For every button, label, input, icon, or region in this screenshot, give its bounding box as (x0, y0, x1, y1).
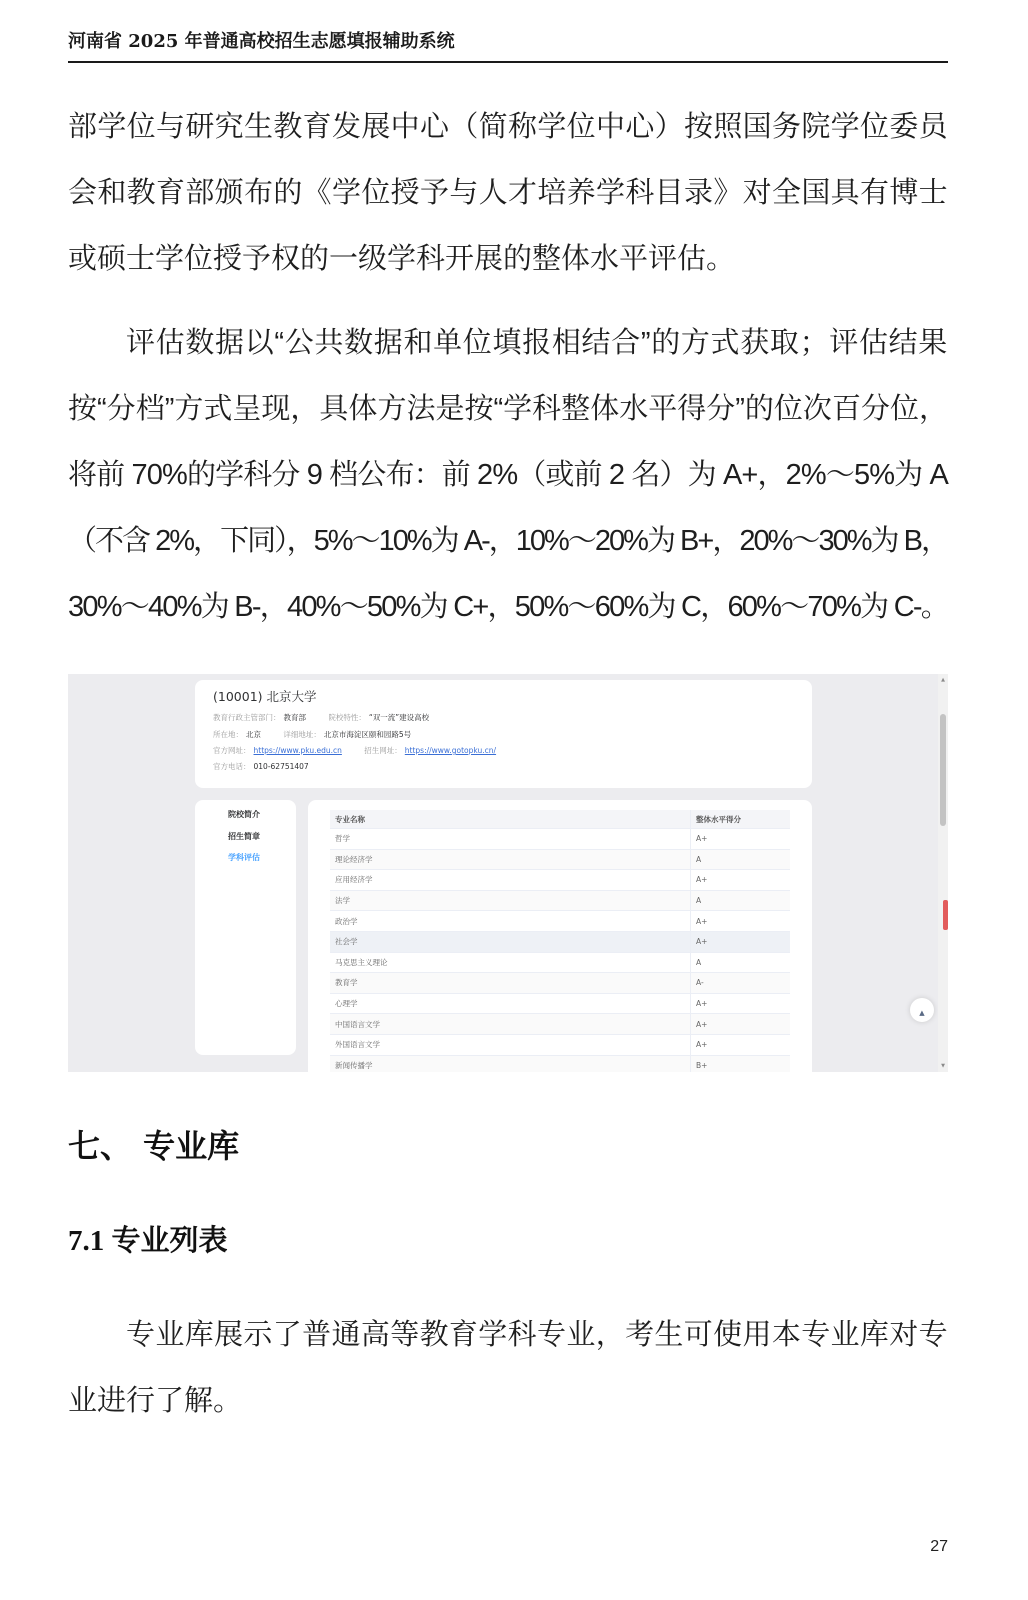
table-row[interactable] (330, 973, 790, 994)
paragraph-line: 部学位与研究生教育发展中心（简称学位中心）按照国务院学位委员 (68, 111, 948, 143)
feature-pair (328, 712, 429, 724)
paragraph-line: 评估数据以“公共数据和单位填报相结合”的方式获取；评估结果 (126, 327, 948, 359)
phone-value: 010-62751407 (253, 762, 309, 771)
table-row[interactable] (330, 891, 790, 912)
authority-pair (213, 712, 306, 724)
score-cell: A (690, 953, 790, 973)
admission-site-pair (364, 745, 496, 757)
back-to-top-button[interactable] (910, 998, 934, 1022)
location-label: 所在地： (213, 730, 243, 739)
scrollbar-marker (943, 900, 948, 930)
table-row[interactable] (330, 911, 790, 932)
column-header-score[interactable]: 整体水平得分 (690, 810, 790, 828)
table-row[interactable] (330, 850, 790, 871)
table-row[interactable] (330, 1035, 790, 1056)
school-info-row (213, 729, 431, 741)
admission-site-label: 招生网址： (364, 746, 402, 755)
table-row[interactable] (330, 994, 790, 1015)
score-cell: A+ (690, 829, 790, 849)
score-cell: A+ (690, 932, 790, 952)
website-label: 官方网址： (213, 746, 251, 755)
table-row[interactable] (330, 932, 790, 953)
school-info-row (213, 761, 329, 773)
score-cell: A+ (690, 1035, 790, 1055)
running-header-title: 河南省 2025 年普通高校招生志愿填报辅助系统 (68, 31, 455, 52)
caret-up-icon: ▲ (919, 1009, 925, 1017)
phone-label: 官方电话： (213, 762, 251, 771)
address-label: 详细地址： (283, 730, 321, 739)
paragraph-line: 30%～40%为 B-，40%～50%为 C+，50%～60%为 C，60%～70%为 C-。 (68, 591, 948, 623)
subsection-heading: 7.1 专业列表 (68, 1225, 228, 1257)
table-row[interactable] (330, 829, 790, 850)
score-cell: A+ (690, 994, 790, 1014)
school-info-row (213, 745, 516, 757)
major-name-cell: 政治学 (335, 916, 358, 926)
admission-website-link[interactable]: https://www.gotopku.cn/ (404, 746, 497, 755)
scroll-up-arrow-icon[interactable]: ▲ (941, 677, 945, 683)
section-heading: 七、 专业库 (68, 1127, 240, 1165)
feature-value: “双一流”建设高校 (368, 713, 430, 722)
scrollbar-thumb[interactable] (940, 714, 946, 826)
major-name-cell: 心理学 (335, 999, 358, 1009)
score-cell: A+ (690, 870, 790, 890)
page-number: 27 (930, 1538, 948, 1555)
header-rule (68, 61, 948, 63)
paragraph-line: 会和教育部颁布的《学位授予与人才培养学科目录》对全国具有博士 (68, 177, 948, 209)
table-row[interactable] (330, 870, 790, 891)
table-row[interactable] (330, 1014, 790, 1035)
scroll-down-arrow-icon[interactable]: ▼ (941, 1063, 945, 1069)
major-name-cell: 理论经济学 (335, 854, 373, 864)
school-sidebar (195, 800, 296, 1055)
major-name-cell: 外国语言文学 (335, 1040, 380, 1050)
library-intro-paragraph (68, 1302, 948, 1434)
website-pair (213, 745, 342, 757)
paragraph-line: 按“分档”方式呈现，具体方法是按“学科整体水平得分”的位次百分位， (68, 393, 948, 425)
score-cell: A (690, 891, 790, 911)
address-pair (283, 729, 411, 741)
major-name-cell: 新闻传播学 (335, 1060, 373, 1070)
column-header-major[interactable]: 专业名称 (335, 814, 365, 824)
phone-pair (213, 761, 309, 773)
table-header-row (330, 810, 790, 829)
score-cell: B+ (690, 1056, 790, 1072)
embedded-screenshot (68, 674, 948, 1072)
grading-method-paragraph (68, 310, 948, 640)
vertical-scrollbar[interactable] (938, 674, 948, 1072)
sidebar-item-discipline-evaluation[interactable]: 学科评估 (228, 853, 260, 862)
score-cell: A+ (690, 1014, 790, 1034)
table-row[interactable] (330, 953, 790, 974)
score-cell: A- (690, 973, 790, 993)
school-title: (10001) 北京大学 (213, 689, 317, 704)
address-value: 北京市海淀区颐和园路5号 (323, 730, 412, 739)
major-name-cell: 应用经济学 (335, 875, 373, 885)
paragraph-line: 专业库展示了普通高等教育学科专业，考生可使用本专业库对专 (126, 1319, 948, 1351)
major-name-cell: 中国语言文学 (335, 1019, 380, 1029)
major-name-cell: 法学 (335, 896, 350, 906)
major-name-cell: 马克思主义理论 (335, 957, 388, 967)
sidebar-item-admission-brochure[interactable]: 招生简章 (228, 832, 260, 841)
paragraph-line: 将前 70%的学科分 9 档公布：前 2%（或前 2 名）为 A+，2%～5%为 A (68, 459, 948, 491)
paragraph-line: （不含 2%，下同），5%～10%为 A-，10%～20%为 B+，20%～30%为 B， (68, 525, 948, 557)
score-cell: A (690, 850, 790, 870)
authority-label: 教育行政主管部门： (213, 713, 281, 722)
school-info-row (213, 712, 449, 724)
location-pair (213, 729, 261, 741)
paragraph-line: 业进行了解。 (68, 1385, 243, 1417)
score-cell: A+ (690, 911, 790, 931)
school-info-card (195, 680, 812, 788)
paragraph-line: 或硕士学位授予权的一级学科开展的整体水平评估。 (68, 243, 736, 275)
major-name-cell: 社会学 (335, 937, 358, 947)
major-name-cell: 哲学 (335, 834, 350, 844)
authority-value: 教育部 (283, 713, 306, 722)
evaluation-table (330, 810, 790, 1072)
table-row[interactable] (330, 1056, 790, 1072)
intro-paragraph (68, 94, 948, 292)
sidebar-item-school-intro[interactable]: 院校简介 (228, 810, 260, 819)
major-name-cell: 教育学 (335, 978, 358, 988)
evaluation-panel (308, 800, 812, 1072)
official-website-link[interactable]: https://www.pku.edu.cn (253, 746, 342, 755)
location-value: 北京 (246, 730, 261, 739)
feature-label: 院校特性： (328, 713, 366, 722)
